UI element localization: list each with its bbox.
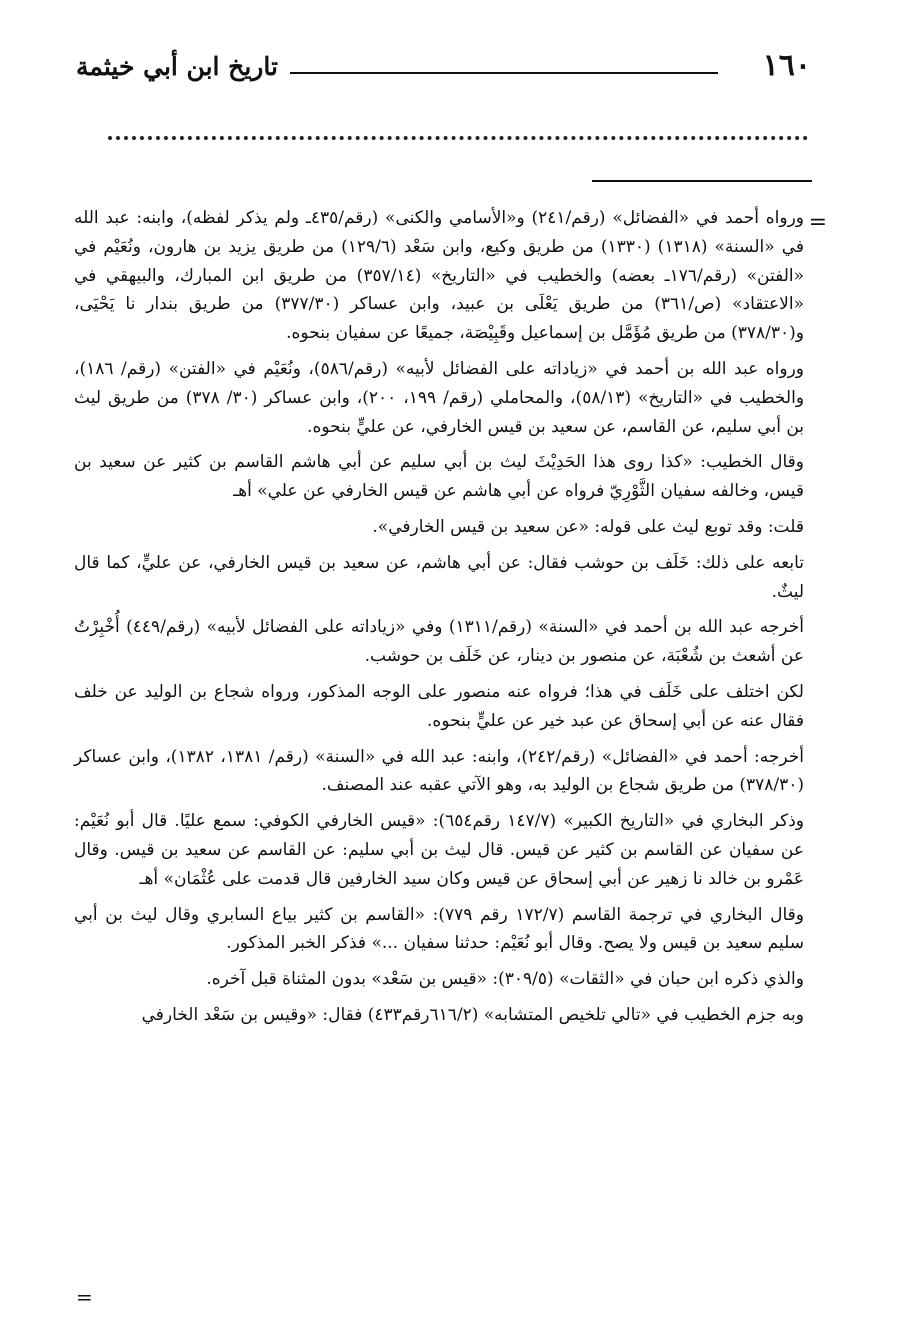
paragraph-9: وذكر البخاري في «التاريخ الكبير» (١٤٧/٧ رقم٦٥٤): «قيس الخارفي الكوفي: سمع عليًا. قال أبو نُعَيْم: عن سفيان عن القاسم بن كثير عن قيس. قال ليث بن أبي سليم: عن القاسم عن سعيد بن قيس. وقال عَمْرو بن خالد نا زهير عن أبي إسحاق عن قيس وكان سيد الخارفين قال قدمت على عُثْمَان» أهـ xyxy=(74,811,804,889)
paragraph-4: قلت: وقد توبع ليث على قوله: «عن سعيد بن قيس الخارفي». xyxy=(372,516,804,537)
page-number: ١٦٠ xyxy=(762,48,811,83)
paragraph-12: وبه جزم الخطيب في «تالي تلخيص المتشابه» (٦١٦/٢رقم٤٣٣) فقال: «وقيس بن سَعْد الخارفي xyxy=(141,1004,804,1025)
footnote-rule xyxy=(592,180,812,182)
footnote-body xyxy=(74,204,804,1037)
paragraph-3: وقال الخطيب: «كذا روى هذا الحَدِيْثَ ليث بن أبي سليم عن أبي هاشم القاسم بن كثير عن سعيد بن قيس، وخالفه سفيان الثَّوْرِيّ فرواه عن أبي هاشم عن قيس الخارفي عن علي» أهـ xyxy=(74,452,804,502)
header-rule xyxy=(290,72,718,74)
paragraph-2: ورواه عبد الله بن أحمد في «زياداته على الفضائل لأبيه» (رقم/٥٨٦)، ونُعَيْم في «الفتن» (رقم/ ١٨٦)، والخطيب في «التاريخ» (٥٨/١٣)، والمحاملي (رقم/ ١٩٩، ٢٠٠)، وابن عساكر (٣٠/ ٣٧٨) من طريق ليث بن أبي سليم، عن القاسم، عن سعيد بن قيس الخارفي، عن عليٍّ بنحوه. xyxy=(74,358,805,437)
paragraph-5: تابعه على ذلك: خَلَف بن حوشب فقال: عن أبي هاشم، عن سعيد بن قيس الخارفي، عن عليٍّ، كما قال ليثٌ. xyxy=(74,552,804,602)
paragraph-10: وقال البخاري في ترجمة القاسم (١٧٢/٧ رقم ٧٧٩): «القاسم بن كثير بياع السابري وقال ليث بن أبي سليم سعيد بن قيس ولا يصح. وقال أبو نُعَيْم: حدثنا سفيان ...» فذكر الخبر المذكور. xyxy=(74,904,804,954)
paragraph-7: لكن اختلف على خَلَف في هذا؛ فرواه عنه منصور على الوجه المذكور، ورواه شجاع بن الوليد عن خلف فقال عنه عن أبي إسحاق عن عبد خير عن عليٍّ بنحوه. xyxy=(74,681,804,731)
paragraph-1: ورواه أحمد في «الفضائل» (رقم/٢٤١) و«الأسامي والكنى» (رقم/٤٣٥ـ ولم يذكر لفظه)، وابنه: عبد الله في «السنة» (١٣١٨) (١٣٣٠) من طريق وكيع، وابن سَعْد (١٢٩/٦) من طريق يزيد بن هارون، ونُعَيْم في «الفتن» (رقم/١٧٦ـ بعضه) والخطيب في «التاريخ» (٣٥٧/١٤) من طريق ابن المبارك، والبيهقي في «الاعتقاد» (ص/٣٦١) من طريق يَعْلَى بن عبيد، وابن عساكر (٣٧٧/٣٠) من طريق بندار نا يَحْيَى، و(٣٧٨/٣٠) من طريق مُؤَمَّل بن إسماعيل وقَبِيْصَة، جميعًا عن سفيان بنحوه. xyxy=(74,208,805,344)
book-title: تاريخ ابن أبي خيثمة xyxy=(76,52,278,81)
continuation-mark: = xyxy=(808,210,827,235)
paragraph-11: والذي ذكره ابن حبان في «الثقات» (٣٠٩/٥): «قيس بن سَعْد» بدون المثناة قبل آخره. xyxy=(206,969,804,990)
paragraph-8: أخرجه: أحمد في «الفضائل» (رقم/٢٤٢)، وابنه: عبد الله في «السنة» (رقم/ ١٣٨١، ١٣٨٢)، وابن عساكر (٣٧٨/٣٠) من طريق شجاع بن الوليد به، وهو الآتي عقبه عند المصنف. xyxy=(74,746,805,796)
dotted-separator xyxy=(108,136,808,140)
continuation-end-mark: = xyxy=(76,1285,93,1309)
paragraph-6: أخرجه عبد الله بن أحمد في «السنة» (رقم/١٣١١) وفي «زياداته على الفضائل لأبيه» (رقم/٤٤٩) أُخْبِرْتُ عن أشعث بن شُعْبَة، عن منصور بن دينار، عن خَلَف بن حوشب. xyxy=(74,617,804,667)
